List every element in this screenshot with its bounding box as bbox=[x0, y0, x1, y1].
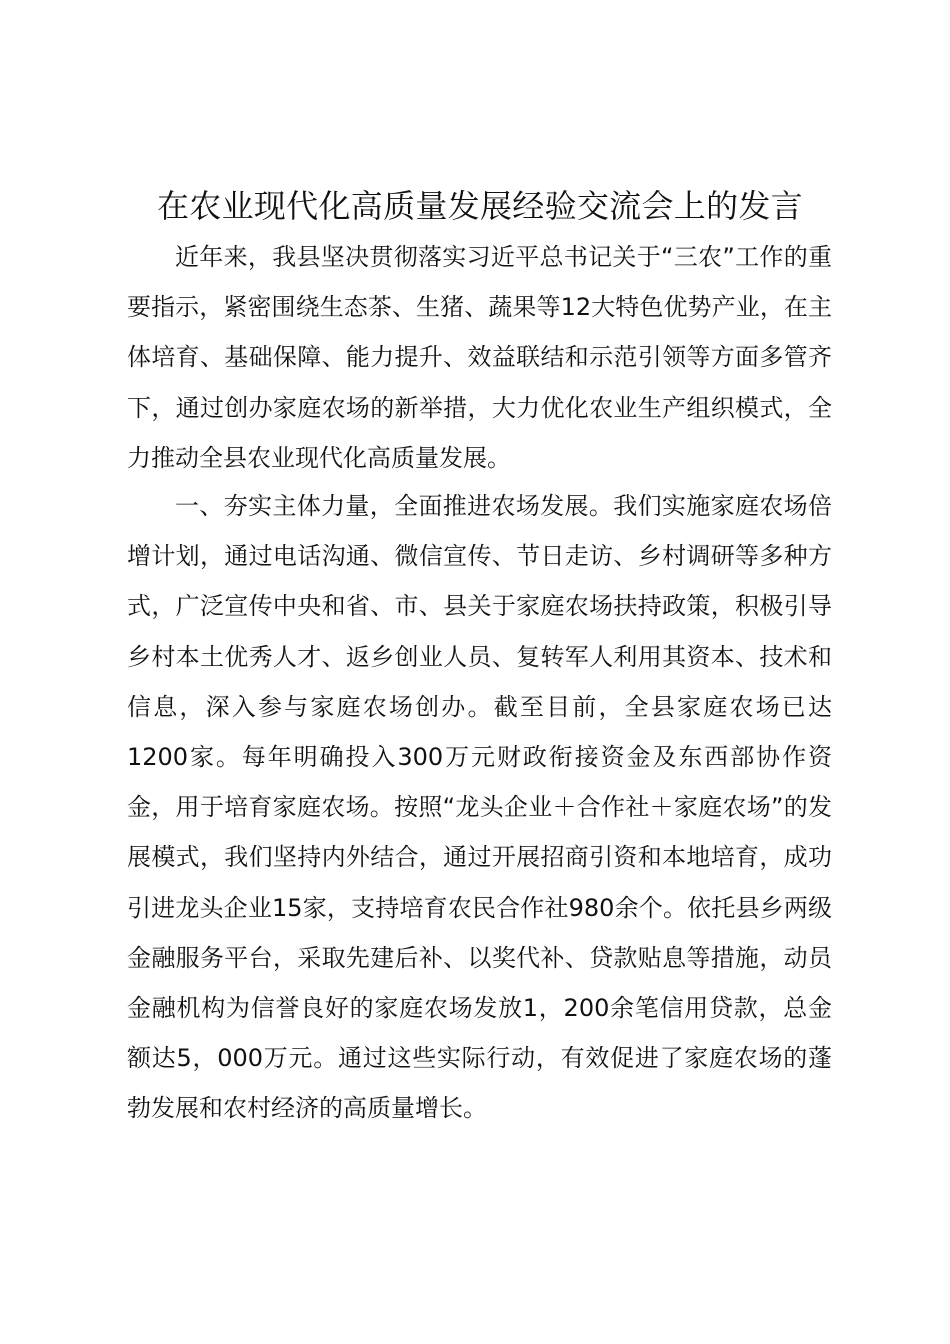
paragraph-intro: 近年来，我县坚决贯彻落实习近平总书记关于“三农”工作的重要指示，紧密围绕生态茶、生猪、蔬果等12大特色优势产业，在主体培育、基础保障、能力提升、效益联结和示范引领等方面多管齐下，通过创办家庭农场的新举措，大力优化农业生产组织模式，全力推动全县农业现代化高质量发展。 bbox=[127, 243, 832, 472]
document-title: 在农业现代化高质量发展经验交流会上的发言 bbox=[156, 187, 803, 225]
paragraph-section-1: 一、夯实主体力量，全面推进农场发展。我们实施家庭农场倍增计划，通过电话沟通、微信宣传、节日走访、乡村调研等多种方式，广泛宣传中央和省、市、县关于家庭农场扶持政策，积极引导乡村本土优秀人才、返乡创业人员、复转军人利用其资本、技术和信息，深入参与家庭农场创办。截至目前，全县家庭农场已达1200家。每年明确投入300万元财政衔接资金及东西部协作资金，用于培育家庭农场。按照“龙头企业＋合作社＋家庭农场”的发展模式，我们坚持内外结合，通过开展招商引资和本地培育，成功引进龙头企业15家，支持培育农民合作社980余个。依托县乡两级金融服务平台，采取先建后补、以奖代补、贷款贴息等措施，动员金融机构为信誉良好的家庭农场发放1，200余笔信用贷款，总金额达5，000万元。通过这些实际行动，有效促进了家庭农场的蓬勃发展和农村经济的高质量增长。 bbox=[127, 492, 832, 1123]
